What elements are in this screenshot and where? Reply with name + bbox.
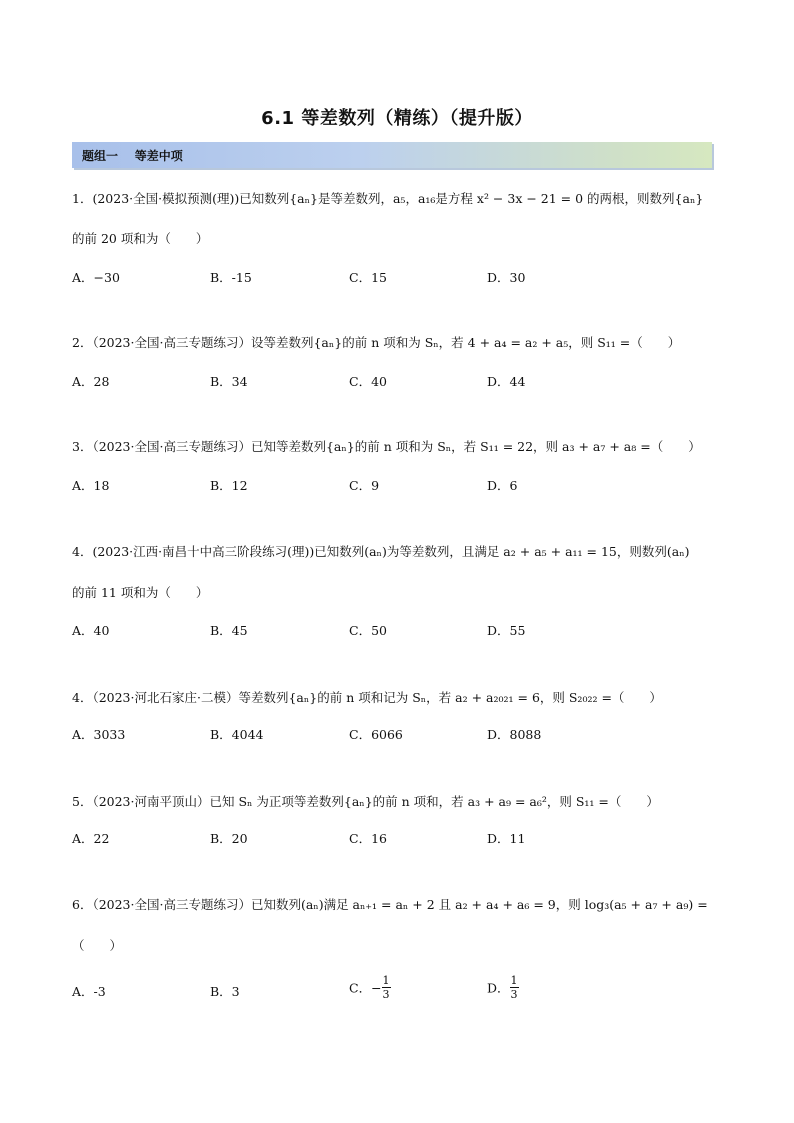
option-c [349, 974, 391, 1001]
page-title: 6.1 等差数列（精练）（提升版） [261, 108, 533, 129]
option-b: B．20 [210, 831, 248, 846]
question-4b-options [72, 725, 722, 743]
option-d: D．8088 [487, 727, 542, 742]
question-6-line-2: （ ） [72, 938, 123, 953]
option-d-prefix: D． [487, 980, 510, 996]
option-c: C．50 [349, 623, 387, 638]
question-4b-line-1: 4．（2023·河北石家庄·二模）等差数列{aₙ}的前 n 项和记为 Sₙ，若 a₂ + a₂₀₂₁ = 6，则 S₂₀₂₂ =（ ） [72, 690, 662, 705]
option-c: C．40 [349, 374, 387, 389]
option-b: B．-15 [210, 270, 252, 285]
fraction-one-third [382, 974, 391, 1001]
option-d: D．55 [487, 623, 526, 638]
question-5-line-1: 5．（2023·河南平顶山）已知 Sₙ 为正项等差数列{aₙ}的前 n 项和，若 a₃ + a₉ = a₆²，则 S₁₁ =（ ） [72, 794, 659, 809]
option-b: B．4044 [210, 727, 264, 742]
question-4-line-2: 的前 11 项和为（ ） [72, 585, 209, 600]
option-b: B．34 [210, 374, 248, 389]
option-a: A．40 [72, 623, 110, 638]
option-c: C．16 [349, 831, 387, 846]
fraction-numerator: 1 [510, 974, 518, 987]
option-a: A．18 [72, 478, 110, 493]
option-a: A．22 [72, 831, 110, 846]
question-4-line-1: 4．(2023·江西·南昌十中高三阶段练习(理))已知数列(aₙ)为等差数列，且满足 a₂ + a₅ + a₁₁ = 15，则数列(aₙ) [72, 544, 690, 559]
section-label: 题组一 等差中项 [82, 149, 183, 163]
fraction-denominator: 3 [510, 988, 518, 1001]
question-3-line-1: 3．（2023·全国·高三专题练习）已知等差数列{aₙ}的前 n 项和为 Sₙ，若 S₁₁ = 22，则 a₃ + a₇ + a₈ =（ ） [72, 439, 701, 454]
option-b: B．45 [210, 623, 248, 638]
option-a: A．−30 [72, 270, 120, 285]
question-6-line-1: 6．（2023·全国·高三专题练习）已知数列(aₙ)满足 aₙ₊₁ = aₙ + 2 且 a₂ + a₄ + a₆ = 9，则 log₃(a₅ + a₇ + a₉) = [72, 897, 708, 912]
option-a: A．28 [72, 374, 110, 389]
option-d [487, 974, 519, 1001]
option-c: C．6066 [349, 727, 403, 742]
option-b: B．3 [210, 984, 240, 999]
option-c: C．15 [349, 270, 387, 285]
option-a: A．-3 [72, 984, 106, 999]
option-c-prefix: C．− [349, 980, 382, 996]
question-3-options [72, 476, 722, 494]
fraction-one-third [510, 974, 519, 1001]
fraction-numerator: 1 [382, 974, 390, 987]
question-4-options [72, 621, 722, 639]
fraction-denominator: 3 [382, 988, 390, 1001]
question-1-line-1: 1．(2023·全国·模拟预测(理))已知数列{aₙ}是等差数列，a₅，a₁₆是方程 x² − 3x − 21 = 0 的两根，则数列{aₙ} [72, 191, 704, 206]
question-5-options [72, 829, 722, 847]
section-header [72, 142, 712, 168]
option-d: D．11 [487, 831, 526, 846]
option-b: B．12 [210, 478, 248, 493]
question-1-options [72, 268, 722, 286]
option-a: A．3033 [72, 727, 126, 742]
option-c: C．9 [349, 478, 380, 493]
question-1-line-2: 的前 20 项和为（ ） [72, 231, 209, 246]
option-d: D．30 [487, 270, 526, 285]
option-d: D．44 [487, 374, 526, 389]
question-2-options [72, 372, 722, 390]
option-d: D．6 [487, 478, 518, 493]
question-2-line-1: 2．（2023·全国·高三专题练习）设等差数列{aₙ}的前 n 项和为 Sₙ，若 4 + a₄ = a₂ + a₅，则 S₁₁ =（ ） [72, 335, 681, 350]
question-6-options [72, 974, 722, 1001]
